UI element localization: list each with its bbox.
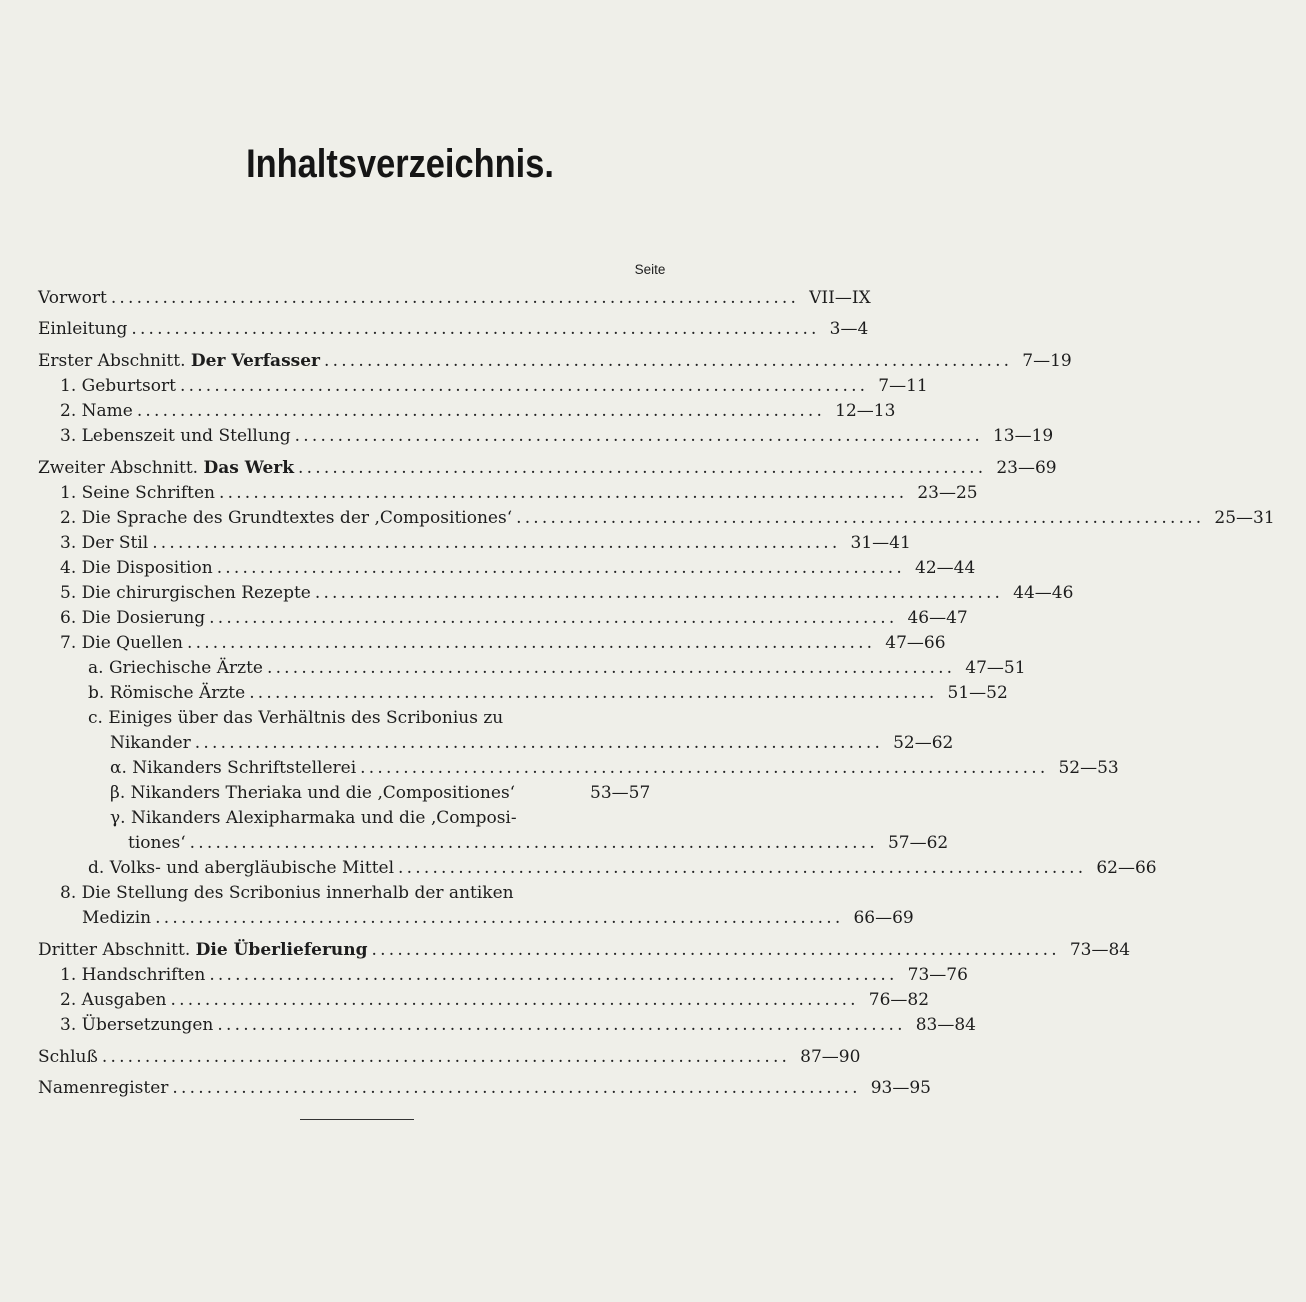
leader-dots: ................................................................................ bbox=[209, 965, 898, 985]
toc-pages: 44—46 bbox=[1013, 583, 1074, 603]
toc-pages: 12—13 bbox=[835, 401, 896, 421]
toc-pages: 31—41 bbox=[850, 533, 911, 553]
leader-dots: ................................................................................ bbox=[249, 683, 938, 703]
section-prefix: Erster Abschnitt. bbox=[38, 351, 186, 371]
leader-dots: ................................................................................ bbox=[294, 426, 983, 446]
toc-entry-namenregister bbox=[38, 1078, 931, 1098]
leader-dots: ................................................................................ bbox=[186, 633, 876, 653]
toc-label: 1. Handschriften bbox=[60, 965, 206, 985]
toc-entry-vorwort bbox=[38, 288, 871, 308]
toc-label: 3. Übersetzungen bbox=[60, 1015, 214, 1035]
leader-dots: ................................................................................ bbox=[194, 733, 884, 753]
leader-dots: ................................................................................ bbox=[131, 319, 820, 339]
toc-entry bbox=[60, 401, 896, 421]
toc-label: 4. Die Disposition bbox=[60, 558, 213, 578]
toc-entry-einleitung bbox=[38, 319, 869, 339]
toc-entry bbox=[60, 508, 1275, 528]
toc-pages: 47—66 bbox=[885, 633, 946, 653]
toc-label: 2. Ausgaben bbox=[60, 990, 167, 1010]
toc-label: 2. Name bbox=[60, 401, 133, 421]
leader-dots: ................................................................................ bbox=[209, 608, 898, 628]
toc-pages: 13—19 bbox=[992, 426, 1054, 446]
toc-label: Namenregister bbox=[38, 1078, 169, 1098]
leader-dots: ................................................................................ bbox=[323, 351, 1013, 371]
toc-pages: 73—76 bbox=[907, 965, 968, 985]
toc-label: 7. Die Quellen bbox=[60, 633, 183, 653]
leader-dots: ................................................................................ bbox=[314, 583, 1004, 603]
leader-dots: ................................................................................ bbox=[216, 558, 905, 578]
toc-entry bbox=[60, 633, 946, 653]
page-column-header: Seite bbox=[634, 262, 666, 277]
toc-label: 6. Die Dosierung bbox=[60, 608, 206, 628]
leader-dots: ................................................................................ bbox=[179, 376, 869, 396]
leader-dots: ................................................................................ bbox=[298, 458, 987, 478]
toc-pages: VII—IX bbox=[809, 288, 871, 308]
toc-pages: 66—69 bbox=[853, 908, 914, 928]
toc-label bbox=[38, 351, 320, 371]
toc-pages: 7—19 bbox=[1022, 351, 1072, 371]
toc-entry-schluss bbox=[38, 1047, 861, 1067]
toc-label: 1. Geburtsort bbox=[60, 376, 176, 396]
toc-label: Medizin bbox=[82, 908, 152, 928]
toc-pages: 42—44 bbox=[915, 558, 976, 578]
toc-pages: 53—57 bbox=[590, 783, 651, 803]
toc-label: Nikander bbox=[110, 733, 191, 753]
toc-pages: 73—84 bbox=[1069, 940, 1131, 960]
toc-pages: 47—51 bbox=[965, 658, 1026, 678]
toc-entry bbox=[60, 1015, 976, 1035]
toc-entry bbox=[60, 533, 911, 553]
toc-label: tiones‘ bbox=[128, 833, 186, 853]
toc-pages: 46—47 bbox=[907, 608, 968, 628]
toc-label: 3. Der Stil bbox=[60, 533, 149, 553]
toc-label: 5. Die chirurgischen Rezepte bbox=[60, 583, 311, 603]
toc-pages: 76—82 bbox=[868, 990, 930, 1010]
toc-entry bbox=[60, 483, 978, 503]
toc-pages: 52—53 bbox=[1058, 758, 1119, 778]
toc-entry bbox=[128, 833, 949, 853]
toc-pages: 57—62 bbox=[887, 833, 949, 853]
toc-entry bbox=[60, 583, 1074, 603]
toc-entry bbox=[110, 783, 682, 803]
toc-pages: 25—31 bbox=[1214, 508, 1275, 528]
leader-dots: ................................................................................ bbox=[360, 758, 1049, 778]
leader-dots: ................................................................................ bbox=[266, 658, 956, 678]
toc-label: 3. Lebenszeit und Stellung bbox=[60, 426, 291, 446]
leader-dots: ................................................................................ bbox=[110, 288, 800, 308]
section-title: Das Werk bbox=[203, 458, 295, 478]
toc-label: 1. Seine Schriften bbox=[60, 483, 215, 503]
toc-label bbox=[38, 458, 294, 478]
toc-pages: 52—62 bbox=[893, 733, 954, 753]
leader-dots: ................................................................................ bbox=[217, 1015, 906, 1035]
toc-entry bbox=[88, 858, 1157, 878]
leader-dots: ................................................................................ bbox=[189, 833, 878, 853]
toc-entry bbox=[60, 426, 1054, 446]
section-prefix: Zweiter Abschnitt. bbox=[38, 458, 199, 478]
toc-entry bbox=[60, 965, 968, 985]
divider-rule bbox=[300, 1119, 414, 1120]
toc-pages: 23—69 bbox=[996, 458, 1057, 478]
leader-dots: ................................................................................ bbox=[170, 990, 859, 1010]
leader-dots: ................................................................................ bbox=[516, 508, 1205, 528]
toc-entry bbox=[88, 683, 1008, 703]
toc-label: β. Nikanders Theriaka und die ‚Compositiones‘ bbox=[110, 783, 516, 803]
page-title: Inhaltsverzeichnis. bbox=[246, 142, 554, 186]
leader-dots: ................................................................................ bbox=[101, 1047, 791, 1067]
toc-label: Schluß bbox=[38, 1047, 98, 1067]
toc-entry-line1: γ. Nikanders Alexipharmaka und die ‚Composi- bbox=[110, 808, 517, 828]
leader-dots: ................................................................................ bbox=[152, 533, 841, 553]
toc-entry-erster-abschnitt bbox=[38, 351, 1072, 371]
toc-label: α. Nikanders Schriftstellerei bbox=[110, 758, 357, 778]
leader-dots: ................................................................................ bbox=[398, 858, 1087, 878]
toc-entry bbox=[82, 908, 914, 928]
toc-entry bbox=[88, 658, 1026, 678]
toc-pages: 62—66 bbox=[1096, 858, 1157, 878]
toc-pages: 87—90 bbox=[800, 1047, 861, 1067]
leader-dots: ................................................................................ bbox=[172, 1078, 861, 1098]
toc-pages: 83—84 bbox=[915, 1015, 976, 1035]
toc-entry-zweiter-abschnitt bbox=[38, 458, 1057, 478]
toc-entry bbox=[60, 558, 976, 578]
leader-dots: ................................................................................ bbox=[371, 940, 1060, 960]
toc-entry-line1: c. Einiges über das Verhältnis des Scribonius zu bbox=[88, 708, 504, 728]
toc-entry-dritter-abschnitt bbox=[38, 940, 1131, 960]
leader-dots: ................................................................................ bbox=[219, 483, 908, 503]
toc-label: a. Griechische Ärzte bbox=[88, 658, 263, 678]
toc-label: Vorwort bbox=[38, 288, 107, 308]
toc-pages: 7—11 bbox=[878, 376, 928, 396]
toc-label: Einleitung bbox=[38, 319, 128, 339]
toc-pages: 23—25 bbox=[917, 483, 978, 503]
toc-pages: 3—4 bbox=[829, 319, 869, 339]
toc-entry-line1: 8. Die Stellung des Scribonius innerhalb der antiken bbox=[60, 883, 514, 903]
toc-pages: 51—52 bbox=[947, 683, 1008, 703]
toc-entry bbox=[60, 990, 930, 1010]
toc-label: b. Römische Ärzte bbox=[88, 683, 246, 703]
leader-dots: ................................................................................ bbox=[136, 401, 826, 421]
toc-entry bbox=[110, 758, 1119, 778]
toc-entry bbox=[60, 608, 968, 628]
leader-dots: ................................................................................ bbox=[155, 908, 844, 928]
section-prefix: Dritter Abschnitt. bbox=[38, 940, 191, 960]
toc-label bbox=[38, 940, 368, 960]
toc-label: d. Volks- und abergläubische Mittel bbox=[88, 858, 395, 878]
section-title: Der Verfasser bbox=[190, 351, 320, 371]
toc-pages: 93—95 bbox=[870, 1078, 931, 1098]
toc-entry bbox=[110, 733, 954, 753]
toc-label: 2. Die Sprache des Grundtextes der ‚Compositiones‘ bbox=[60, 508, 513, 528]
section-title: Die Überlieferung bbox=[195, 940, 368, 960]
toc-entry bbox=[60, 376, 928, 396]
